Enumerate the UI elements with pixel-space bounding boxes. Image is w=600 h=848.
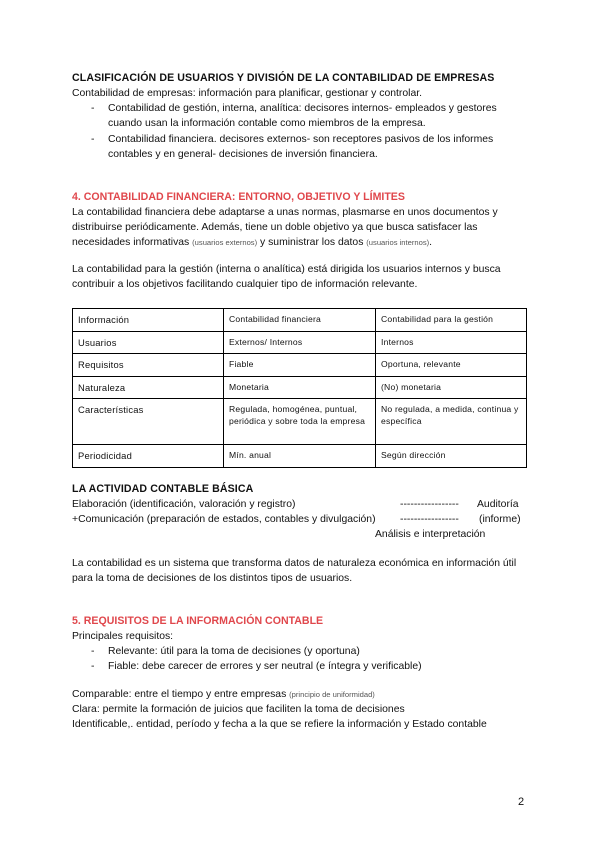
actividad-label: +Comunicación (preparación de estados, contables y divulgación): [72, 514, 376, 525]
paragraph: La contabilidad es un sistema que transforma datos de naturaleza económica en información útil para la toma de decisiones de los distintos tipos de usuarios.: [72, 558, 517, 585]
table-row: [73, 399, 527, 445]
table-cell: Usuarios: [73, 331, 224, 354]
section-5-requisitos: [72, 687, 532, 733]
table-row: [73, 354, 527, 377]
paragraph: Comparable: entre el tiempo y entre empresas (principio de uniformidad): [72, 689, 375, 700]
comparison-table: [72, 308, 527, 468]
table-cell: Regulada, homogénea, puntual, periódica y sobre toda la empresa: [224, 399, 376, 445]
table-cell: Externos/ Internos: [224, 331, 376, 354]
list-item: - Fiable: debe carecer de errores y ser neutral (e íntegra y verificable): [91, 661, 422, 673]
actividad-result: (informe): [479, 514, 521, 525]
list-item: - Contabilidad financiera. decisores externos- son receptores pasivos de los informes contables y en general- decisiones de inversión financiera.: [91, 133, 494, 160]
table-cell: Según dirección: [376, 445, 527, 468]
dash-line: -----------------: [400, 499, 459, 510]
paragraph: Clara: permite la formación de juicios que faciliten la toma de decisiones: [72, 704, 405, 716]
paragraph: La contabilidad financiera debe adaptarse a unas normas, plasmarse en unos documentos y distribuirse periódicamente. Además, tiene un doble objetivo ya que busca satisfacer las necesidades informativas (usuarios externos) y suministrar los datos (usuarios internos).: [72, 207, 498, 249]
paragraph: Principales requisitos:: [72, 631, 174, 642]
section-actividad: [72, 482, 532, 497]
section-heading: 4. CONTABILIDAD FINANCIERA: ENTORNO, OBJETIVO Y LÍMITES: [72, 191, 405, 203]
actividad-paragraph: [72, 556, 532, 586]
table-row: [73, 376, 527, 399]
table-cell: Internos: [376, 331, 527, 354]
table-cell: Contabilidad para la gestión: [376, 309, 527, 332]
paragraph: Identificable,. entidad, período y fecha a la que se refiere la información y Estado contable: [72, 719, 487, 731]
table-cell: Fiable: [224, 354, 376, 377]
actividad-result: Auditoría: [477, 499, 519, 510]
bullet-list: [72, 644, 532, 674]
section-5: [72, 614, 532, 675]
paragraph: La contabilidad para la gestión (interna o analítica) está dirigida los usuarios internos y busca contribuir a los objetivos facilitando cualquier tipo de información relevante.: [72, 264, 501, 291]
section-4-paragraph-2: [72, 262, 532, 292]
actividad-label: Elaboración (identificación, valoración y registro): [72, 499, 296, 510]
table-cell: Requisitos: [73, 354, 224, 377]
table-row: [73, 331, 527, 354]
paragraph: Contabilidad de empresas: información para planificar, gestionar y controlar.: [72, 88, 423, 99]
actividad-result: Análisis e interpretación: [375, 529, 486, 540]
table-cell: Naturaleza: [73, 376, 224, 399]
section-heading: CLASIFICACIÓN DE USUARIOS Y DIVISIÓN DE LA CONTABILIDAD DE EMPRESAS: [72, 72, 495, 84]
bullet-list: [72, 101, 532, 162]
dash-line: -----------------: [400, 514, 459, 525]
page-number: 2: [518, 796, 525, 808]
list-item: - Relevante: útil para la toma de decisiones (y oportuna): [91, 646, 360, 658]
table-cell: Características: [73, 399, 224, 445]
table-cell: Periodicidad: [73, 445, 224, 468]
table-row: [73, 445, 527, 468]
section-clasificacion: [72, 71, 532, 162]
table-cell: Información: [73, 309, 224, 332]
section-heading: LA ACTIVIDAD CONTABLE BÁSICA: [72, 483, 254, 495]
table-cell: Contabilidad financiera: [224, 309, 376, 332]
table-row: [73, 309, 527, 332]
table-cell: No regulada, a medida, continua y específica: [376, 399, 527, 445]
table-cell: Oportuna, relevante: [376, 354, 527, 377]
section-heading: 5. REQUISITOS DE LA INFORMACIÓN CONTABLE: [72, 615, 324, 627]
table-cell: (No) monetaria: [376, 376, 527, 399]
table-cell: Monetaria: [224, 376, 376, 399]
table-cell: Mín. anual: [224, 445, 376, 468]
section-4: [72, 190, 532, 251]
list-item: - Contabilidad de gestión, interna, analítica: decisores internos- empleados y gestores cuando usan la información contable como miembros de la empresa.: [91, 103, 497, 130]
